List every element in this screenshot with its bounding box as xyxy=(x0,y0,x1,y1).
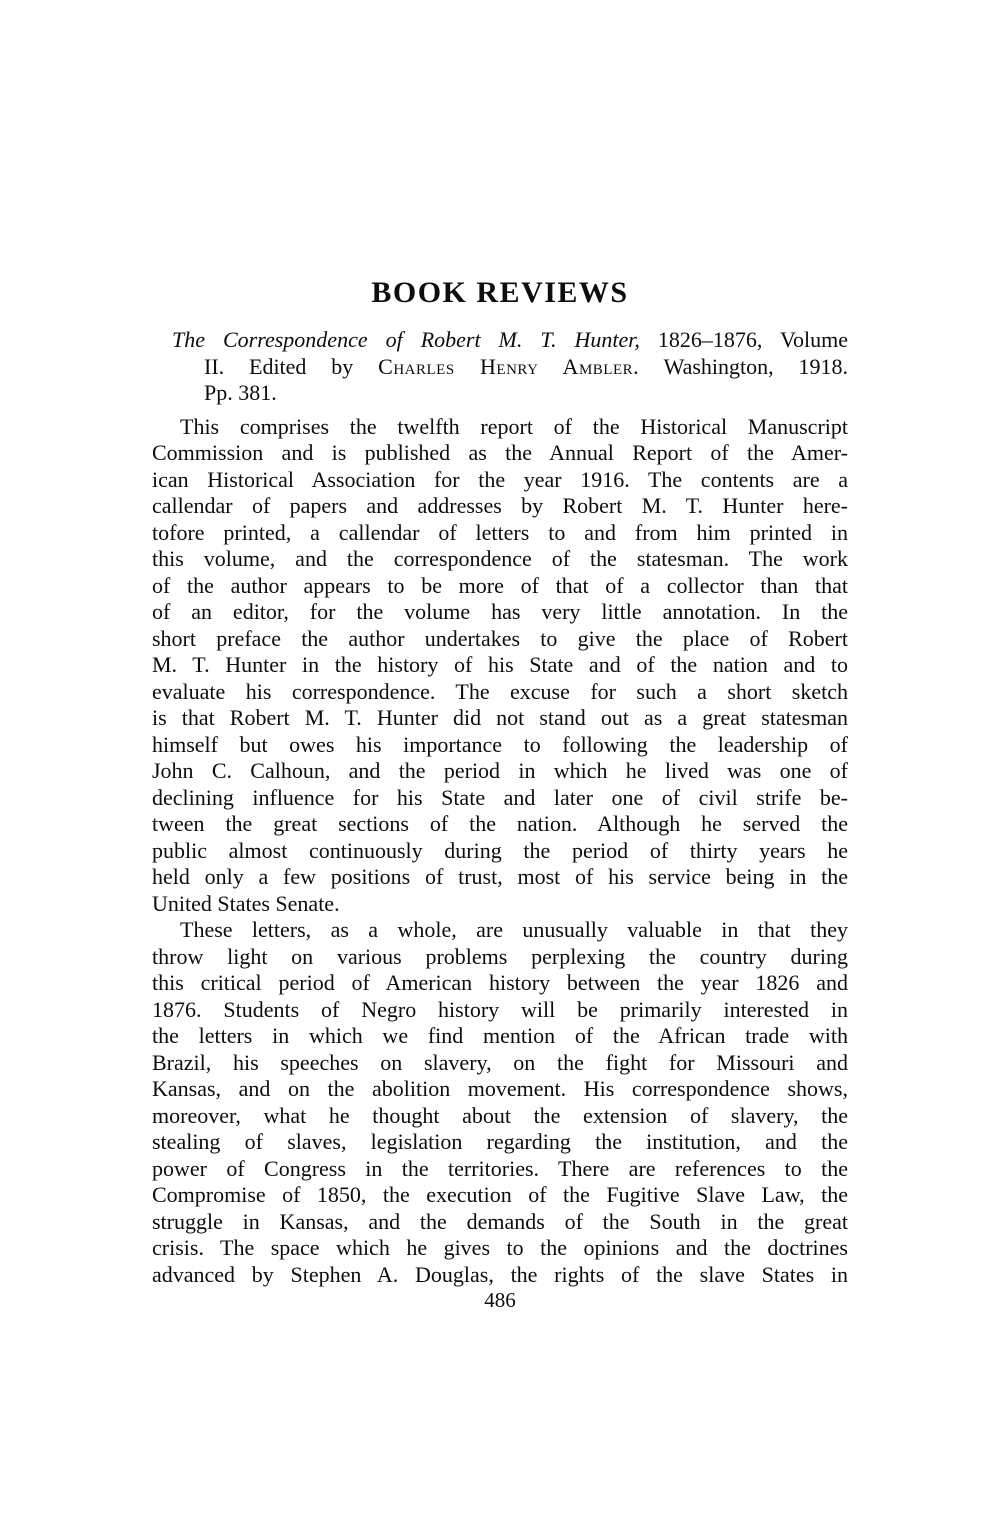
body-line: throw light on various problems perplexing the country during xyxy=(152,943,848,969)
review-body xyxy=(152,414,848,1289)
book-citation xyxy=(172,327,848,407)
body-line: struggle in Kansas, and the demands of the South in the great xyxy=(152,1208,848,1234)
body-line: tween the great sections of the nation. Although he served the xyxy=(152,811,848,836)
citation-edited-by: II. Edited by xyxy=(204,353,379,379)
body-line: These letters, as a whole, are unusually valuable in that they xyxy=(180,917,848,942)
citation-dates-volume: 1826–1876, Volume xyxy=(639,327,848,352)
body-line: the letters in which we find mention of the African trade with xyxy=(152,1023,848,1048)
body-line: is that Robert M. T. Hunter did not stand out as a great statesman xyxy=(152,705,848,730)
body-line: power of Congress in the territories. There are references to the xyxy=(152,1155,848,1181)
body-line: this critical period of American history between the year 1826 and xyxy=(152,970,848,995)
body-line: John C. Calhoun, and the period in which he lived was one of xyxy=(152,758,848,783)
citation-line-2 xyxy=(172,354,848,381)
body-line: Commission and is published as the Annual Report of the Amer- xyxy=(152,440,848,465)
citation-book-title: The Correspondence of Robert M. T. Hunter, xyxy=(172,327,640,352)
body-line: moreover, what he thought about the extension of slavery, the xyxy=(152,1102,848,1128)
body-line: This comprises the twelfth report of the Historical Manuscript xyxy=(180,413,848,439)
body-line: Brazil, his speeches on slavery, on the fight for Missouri and xyxy=(152,1049,848,1075)
body-line: short preface the author undertakes to give the place of Robert xyxy=(152,625,848,651)
body-line: Compromise of 1850, the execution of the Fugitive Slave Law, the xyxy=(152,1182,848,1207)
body-paragraph xyxy=(152,414,848,918)
body-line: this volume, and the correspondence of the statesman. The work xyxy=(152,546,848,571)
citation-line-3: Pp. 381. xyxy=(204,380,277,405)
citation-line-1 xyxy=(172,327,848,354)
body-line: held only a few positions of trust, most of his service being in the xyxy=(152,864,848,889)
body-line: of an editor, for the volume has very little annotation. In the xyxy=(152,599,848,624)
body-line: 1876. Students of Negro history will be primarily interested in xyxy=(152,996,848,1022)
body-line: ican Historical Association for the year 1916. The contents are a xyxy=(152,466,848,492)
citation-editor-name: Charles Henry Ambler. xyxy=(378,353,640,379)
body-line: of the author appears to be more of that of a collector than that xyxy=(152,572,848,598)
body-line: declining influence for his State and later one of civil strife be- xyxy=(152,784,848,810)
body-paragraph xyxy=(152,917,848,1288)
body-line: himself but owes his importance to following the leadership of xyxy=(152,731,848,757)
body-line: evaluate his correspondence. The excuse for such a short sketch xyxy=(152,678,848,704)
body-line: United States Senate. xyxy=(152,890,340,916)
body-line: crisis. The space which he gives to the opinions and the doctrines xyxy=(152,1235,848,1260)
body-line: tofore printed, a callendar of letters to and from him printed in xyxy=(152,519,848,545)
citation-publication: Washington, 1918. xyxy=(639,353,848,379)
body-line: M. T. Hunter in the history of his State and of the nation and to xyxy=(152,652,848,677)
body-line: Kansas, and on the abolition movement. His correspondence shows, xyxy=(152,1076,848,1101)
text-block xyxy=(152,278,848,1288)
page-number: 486 xyxy=(484,1288,516,1312)
body-line: advanced by Stephen A. Douglas, the rights of the slave States in xyxy=(152,1261,848,1287)
page-title: BOOK REVIEWS xyxy=(371,276,629,309)
body-line: callendar of papers and addresses by Robert M. T. Hunter here- xyxy=(152,493,848,518)
body-line: stealing of slaves, legislation regarding the institution, and the xyxy=(152,1129,848,1154)
body-line: public almost continuously during the period of thirty years he xyxy=(152,837,848,863)
